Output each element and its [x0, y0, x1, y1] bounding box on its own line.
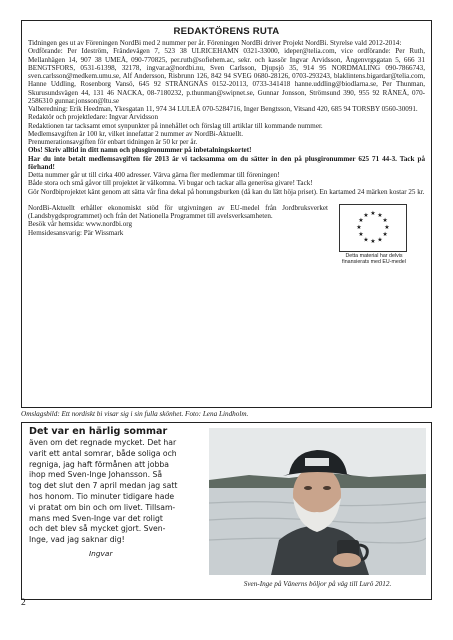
tribute-signature: Ingvar [89, 548, 113, 558]
tribute-line: även om det regnade mycket. Det har [29, 438, 177, 447]
website-link: Besök vår hemsida: www.nordbi.org [28, 220, 133, 229]
svg-text:★: ★ [370, 209, 376, 217]
eu-stars-icon [340, 205, 406, 251]
tribute-line: tog det slut den 7 april medan jag satt [29, 481, 178, 491]
intro-paragraph: Tidningen ges ut av Föreningen NordBi med 2 nummer per år. Föreningen NordBi driver Projekt NordBi. Styrelse vald 2012-2014: [28, 39, 402, 47]
tribute-line: ihop med Sven-Inge Johansson. Så [29, 470, 163, 480]
tribute-line: regniga, jag haft förmånen att jobba [29, 459, 169, 469]
fee-paragraph: Medlemsavgiften är 100 kr, vilket innefattar 2 nummer av NordBi-Aktuellt. [28, 129, 244, 138]
nomination-paragraph: Valberedning: Erik Heedman, Ykesgatan 11, 974 34 LULEÅ 070-5284716, Inger Bengtsson, Vitsand 420, 685 94 TORSBY 0560-30091. [28, 105, 418, 113]
editors-box-title: REDAKTÖRENS RUTA [173, 26, 280, 37]
svg-text:★: ★ [382, 216, 388, 224]
page-number: 2 [21, 598, 26, 608]
svg-text:★: ★ [356, 223, 362, 231]
board-paragraph: Ordförande: Per Ideström, Frändevägen 7, 523 38 ULRICEHAMN 0321-33000, ideper@telia.com, vice ordförande: Per Ruth, Mellanhägen 14, 907 38 UMEÅ, 090-770825, per.ruth@sofiehem.ac, sekr. och kassör Ingvar Arvidsson, Ängenvrgsgatan 5, 666 31 BENGTSFORS, 0531-61398, 32178, ingvar.a@nordbi.nu, Sven Carlsson, Djupsjö 35, 914 95 NORDMALING 090-7866743, sven.carlsson@medkem.umu.se, Alf Andersson, Risbrunn 126, 842 94 SVEG 0680-28126, 0703-293243, blaklintens.bigardar@telia.com, Hanne Uddling, Rosenborg Vansö, 645 92 STRÄNGNÄS 0152-20113, 0733-341418 hanne.uddling@biodlarna.se, Per Thunman, Skurusundsvägen 44, 131 46 NACKA, 08-7180232, p.thunman@swipnet.se, Gunnar Jonsson, Strömsund 390, 955 92 RÅNEÅ, 070-2586310 gunnar.jonsson@ltu.se [28, 47, 425, 105]
svg-text:★: ★ [363, 211, 369, 219]
cover-photo-caption: Omslagsbild: Ett nordiskt bi visar sig i sin fulla skönhet. Foto: Lena Lindholm. [21, 410, 249, 418]
svg-text:★: ★ [363, 236, 369, 244]
editors-box [21, 20, 432, 408]
svg-text:★: ★ [377, 211, 383, 219]
tribute-box [21, 422, 432, 600]
tribute-title: Det var en härlig sommar [29, 426, 168, 437]
sticker-paragraph: Gör Nordbiprojektet känt genom att sätta vår fina dekal på honungsburken (då kan du lätt höja priset). En kartamed 24 märken kostar 25 kr. [28, 187, 425, 196]
distribution-paragraph: Detta nummer går ut till cirka 400 adresser. Värva gärna fler medlemmar till föreningen! [28, 171, 280, 179]
eu-caption [331, 253, 417, 265]
editor-paragraph: Redaktör och projektledare: Ingvar Arvidsson [28, 113, 159, 122]
eu-flag-image [339, 204, 407, 252]
payment-notice: Obs! Skriv alltid in ditt namn och plusgironummer på inbetalningskortet! [28, 146, 252, 155]
tribute-line: hos honom. Tio minuter tidigare hade [29, 491, 175, 501]
tribute-photo-caption: Sven-Inge på Vänerns böljor på väg till Lurö 2012. [243, 580, 392, 588]
unpaid-notice: Har du inte betalt medlemsavgiften för 2013 är vi tacksamma om du sätter in den på plusgironummer 625 71 44-3. Tack på förhand! [28, 154, 425, 171]
webmaster-text: Hemsidesansvarig: Pär Wissmark [28, 228, 124, 237]
svg-text:★: ★ [377, 236, 383, 244]
sven-inge-photo [209, 428, 426, 575]
tribute-line: varit ett antal somrar, både soliga och [29, 448, 177, 458]
svg-text:★: ★ [358, 216, 364, 224]
eu-funding-section [28, 203, 425, 265]
svg-text:★: ★ [382, 230, 388, 238]
svg-text:★: ★ [358, 230, 364, 238]
eu-caption-line-1: Detta material har delvis [345, 252, 403, 259]
tribute-line: Inge, vad jag saknar dig! [29, 535, 125, 545]
donation-paragraph: Både stora och små gåvor till projektet är välkomna. Vi bugar och tackar alla generösa givare! Tack! [28, 179, 313, 188]
tribute-line: och det blev så mycket gjort. Sven- [29, 524, 166, 534]
subscription-paragraph: Prenumerationsavgiften för enbart tidningen är 50 kr per år. [28, 138, 198, 146]
svg-text:★: ★ [370, 237, 376, 245]
feedback-paragraph: Redaktionen tar tacksamt emot synpunkter på innehållet och förslag till artiklar till kommande nummer. [28, 121, 323, 130]
tribute-text [29, 426, 205, 559]
tribute-line: vi pratat om bin och om livet. Tillsam- [29, 502, 176, 512]
svg-text:★: ★ [384, 223, 390, 231]
eu-funding-text: NordBi-Aktuellt erhåller ekonomiskt stöd för utgivningen av EU-medel från Jordbruksverket (Landsbygdsprogrammet) och från det Nationella Programmet till avelsverksamheten. [28, 203, 328, 220]
eu-caption-line-2: finansierats med EU-medel [342, 258, 406, 265]
photo-illustration [209, 428, 426, 575]
tribute-line: mans med Sven-Inge var det roligt [29, 513, 163, 523]
